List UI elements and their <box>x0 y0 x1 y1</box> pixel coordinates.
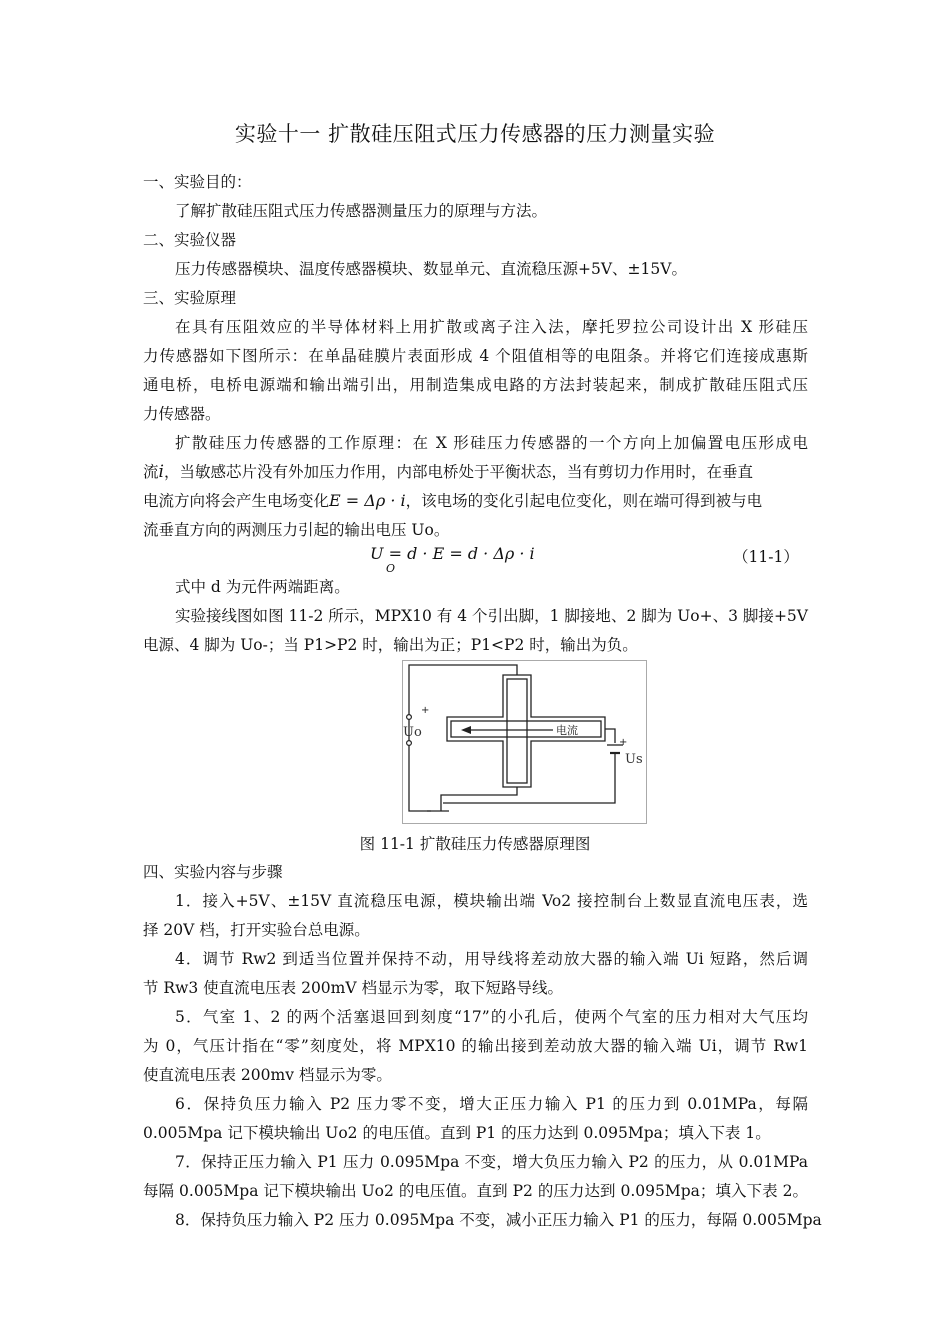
principle-paragraph-4-line-2: 电源、4 脚为 Uo-；当 P1>P2 时，输出为正；P1<P2 时，输出为负。 <box>143 636 638 654</box>
current-arrow-head <box>461 726 471 734</box>
principle-paragraph-4-line-1: 实验接线图如图 11-2 所示，MPX10 有 4 个引出脚，1 脚接地、2 脚为 Uo+、3 脚接+5V <box>175 607 808 625</box>
section-heading-principle: 三、实验原理 <box>143 289 237 307</box>
principle-paragraph-1-line-2: 力传感器如下图所示：在单晶硅膜片表面形成 4 个阻值相等的电阻条。并将它们连接成惠斯 <box>143 347 808 365</box>
principle-paragraph-1-line-1: 在具有压阻效应的半导体材料上用扩散或离子注入法，摩托罗拉公司设计出 X 形硅压 <box>175 318 808 336</box>
step-1-line-2: 择 20V 档，打开实验台总电源。 <box>143 921 370 939</box>
section-heading-purpose: 一、实验目的： <box>143 173 252 191</box>
plus-label-right: + <box>619 737 628 748</box>
sensor-strip-horizontal <box>451 721 601 737</box>
sensor-circuit-diagram <box>403 661 646 823</box>
section-heading-instruments: 二、实验仪器 <box>143 231 237 249</box>
principle-paragraph-2-line-3 <box>143 491 762 511</box>
section-heading-steps: 四、实验内容与步骤 <box>143 863 283 881</box>
equation-subscript: O <box>386 562 396 575</box>
supply-wire-top <box>605 729 615 743</box>
step-6-line-2: 0.005Mpa 记下模块输出 Uo2 的电压值。直到 P1 的压力达到 0.095Mpa；填入下表 1。 <box>143 1124 771 1142</box>
uo-label: Uo <box>403 725 422 740</box>
supply-wire-bottom <box>443 757 615 803</box>
sensor-strip-vertical <box>507 679 527 783</box>
step-6-line-1: 6．保持负压力输入 P2 压力零不变，增大正压力输入 P1 的压力到 0.01MPa，每隔 <box>175 1095 808 1113</box>
current-label: 电流 <box>556 724 578 737</box>
text-fragment: 电流方向将会产生电场变化 <box>143 492 330 510</box>
page-title: 实验十一 扩散硅压阻式压力传感器的压力测量实验 <box>234 122 716 146</box>
output-wire-top <box>409 665 517 811</box>
step-4-line-2: 节 Rw3 使直流电压表 200mV 档显示为零，取下短路导线。 <box>143 979 563 997</box>
text-fragment: 流 <box>143 463 159 481</box>
principle-paragraph-1-line-4: 力传感器。 <box>143 405 221 423</box>
terminal-bottom <box>407 741 412 746</box>
principle-paragraph-1-line-3: 通电桥，电桥电源端和输出端引出，用制造集成电路的方法封装起来，制成扩散硅压阻式压 <box>143 376 808 394</box>
plus-label-left: + <box>421 705 430 716</box>
principle-paragraph-3: 式中 d 为元件两端距离。 <box>175 578 350 596</box>
figure-caption: 图 11-1 扩散硅压力传感器原理图 <box>359 835 591 853</box>
step-1-line-1: 1．接入+5V、±15V 直流稳压电源，模块输出端 Vo2 接控制台上数显直流电压表，选 <box>175 892 808 910</box>
equation-number: （11-1） <box>733 548 799 566</box>
step-4-line-1: 4．调节 Rw2 到适当位置并保持不动，用导线将差动放大器的输入端 Ui 短路，然后调 <box>175 950 808 968</box>
step-8-line-1: 8．保持负压力输入 P2 压力 0.095Mpa 不变，减小正压力输入 P1 的压力，每隔 0.005Mpa <box>175 1211 822 1229</box>
inline-equation: E = Δρ · i <box>329 491 406 510</box>
purpose-text: 了解扩散硅压阻式压力传感器测量压力的原理与方法。 <box>175 202 548 220</box>
principle-paragraph-2-line-1: 扩散硅压力传感器的工作原理：在 X 形硅压力传感器的一个方向上加偏置电压形成电 <box>175 434 808 452</box>
step-5-line-2: 为 0，气压计指在“零”刻度处，将 MPX10 的输出接到差动放大器的输入端 Ui，调节 Rw1 <box>143 1037 808 1055</box>
equation-11-1: U = d · E = d · Δρ · i <box>370 544 535 563</box>
math-variable-i: i <box>158 462 164 482</box>
sensor-principle-figure <box>402 660 647 824</box>
terminal-top <box>407 715 412 720</box>
step-5-line-3: 使直流电压表 200mv 档显示为零。 <box>143 1066 392 1084</box>
us-label: Us <box>625 752 643 767</box>
step-7-line-1: 7．保持正压力输入 P1 压力 0.095Mpa 不变，增大负压力输入 P2 的压力，从 0.01MPa <box>175 1153 808 1171</box>
text-fragment: ，当敏感芯片没有外加压力作用，内部电桥处于平衡状态，当有剪切力作用时，在垂直 <box>163 463 753 481</box>
principle-paragraph-2-line-2 <box>143 462 753 482</box>
instruments-text: 压力传感器模块、温度传感器模块、数显单元、直流稳压源+5V、±15V。 <box>175 260 687 278</box>
step-5-line-1: 5．气室 1、2 的两个活塞退回到刻度“17”的小孔后，使两个气室的压力相对大气压均 <box>175 1008 808 1026</box>
step-7-line-2: 每隔 0.005Mpa 记下模块输出 Uo2 的电压值。直到 P2 的压力达到 0.095Mpa；填入下表 2。 <box>143 1182 808 1200</box>
principle-paragraph-2-line-4: 流垂直方向的两测压力引起的输出电压 Uo。 <box>143 521 450 539</box>
output-wire-bottom <box>441 787 517 811</box>
text-fragment: ，该电场的变化引起电位变化，则在端可得到被与电 <box>405 492 763 510</box>
